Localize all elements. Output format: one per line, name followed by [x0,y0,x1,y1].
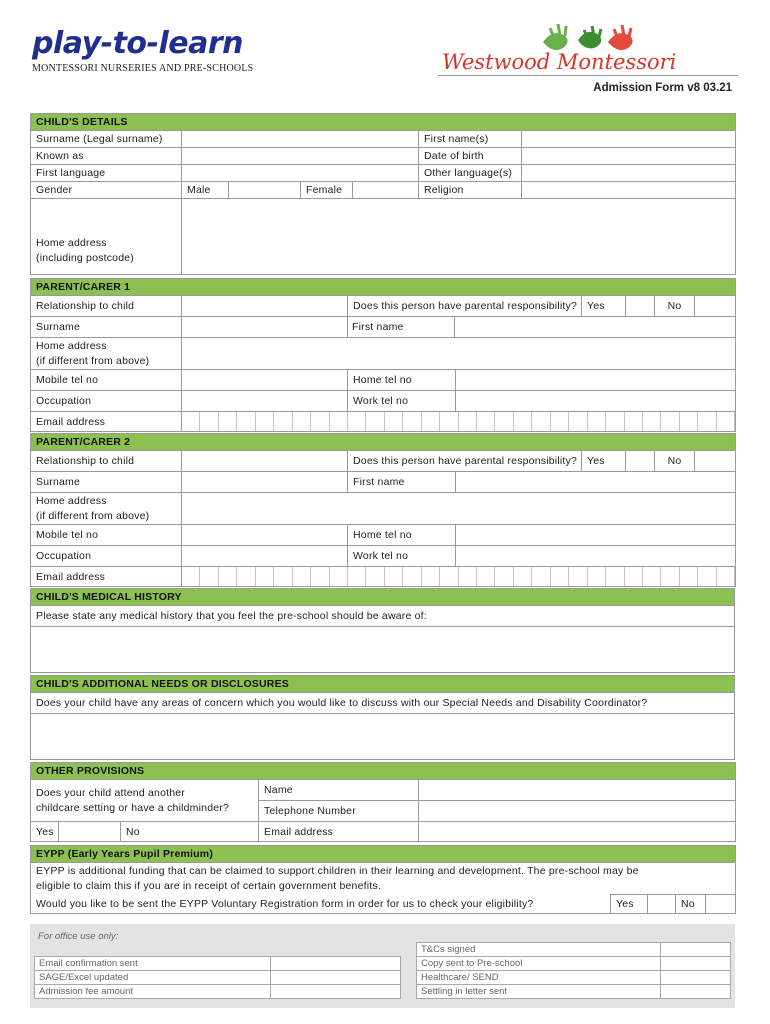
female-checkbox[interactable] [353,182,419,199]
email-char-cell[interactable] [256,567,274,586]
email-char-cell[interactable] [588,567,606,586]
email-char-cell[interactable] [219,567,237,586]
email-char-cell[interactable] [551,412,569,431]
email-char-cell[interactable] [606,567,624,586]
occupation-field[interactable] [182,391,348,412]
yes-checkbox[interactable] [648,895,676,914]
email-char-cell[interactable] [182,412,200,431]
email-char-cell[interactable] [385,567,403,586]
email-char-cell[interactable] [569,567,587,586]
yes-checkbox[interactable] [626,296,655,317]
no-checkbox[interactable] [695,296,736,317]
email-char-cell[interactable] [532,412,550,431]
eypp-text-line2: eligible to claim this if you are in receipt of certain government benefits. [36,879,381,892]
email-char-cell[interactable] [385,412,403,431]
office-right-table [416,942,731,999]
home-tel-wrap [348,370,736,391]
office-item-field[interactable] [661,943,731,957]
email-char-cell[interactable] [643,412,661,431]
email-char-cell[interactable] [330,567,348,586]
email-char-cell[interactable] [293,567,311,586]
other-question-line2: childcare setting or have a childminder? [36,801,230,814]
email-char-cell[interactable] [274,567,292,586]
email-label: Email address [31,412,182,432]
email-char-cell[interactable] [219,412,237,431]
home-address-line1: Home address [36,494,107,507]
no-label: No [655,296,695,317]
yes-label: Yes [582,451,626,472]
surname-field[interactable] [182,472,348,493]
no-label: No [121,822,151,842]
email-char-cell[interactable] [625,567,643,586]
home-address-label [31,338,182,370]
office-item-label: Healthcare/ SEND [417,971,661,985]
home-address-field[interactable] [182,493,736,525]
email-char-cell[interactable] [366,567,384,586]
email-char-cell[interactable] [403,567,421,586]
other-provisions-table [30,762,736,842]
email-char-cell[interactable] [440,567,458,586]
telephone-label: Telephone Number [259,801,419,822]
medical-prompt: Please state any medical history that you feel the pre-school should be aware of: [31,606,735,627]
first-name-wrap [348,472,736,493]
first-language-label: First language [31,165,182,182]
first-names-field[interactable] [522,131,736,148]
no-checkbox[interactable] [695,451,736,472]
other-setting-question [31,780,259,822]
gender-label: Gender [31,182,182,199]
first-name-label: First name [348,472,456,492]
email-char-cell[interactable] [200,412,218,431]
home-tel-field[interactable] [456,370,735,390]
school-logo [438,20,738,82]
section-title: CHILD'S DETAILS [31,114,736,131]
section-title: PARENT/CARER 2 [31,434,736,451]
home-address-label [31,199,182,275]
first-names-label: First name(s) [419,131,522,148]
brand-subtitle: MONTESSORI NURSERIES AND PRE-SCHOOLS [32,63,254,74]
office-use-panel [30,924,735,1008]
email-char-cell[interactable] [237,567,255,586]
office-item-field[interactable] [271,957,401,971]
no-checkbox[interactable] [706,895,736,914]
office-item-label: Settling in letter sent [417,985,661,999]
home-address-field[interactable] [182,338,736,370]
no-checkbox[interactable] [151,822,259,842]
home-address-label [31,493,182,525]
surname-label: Surname [31,317,182,338]
office-item-label: Copy sent to Pre-school [417,957,661,971]
work-tel-label: Work tel no [348,391,456,411]
email-char-cell[interactable] [680,412,698,431]
email-field[interactable] [182,412,736,432]
parent-carer-1-table [30,278,736,432]
name-label: Name [259,780,419,801]
first-name-label: First name [348,317,456,337]
other-languages-field[interactable] [522,165,736,182]
email-char-cell[interactable] [348,412,366,431]
email-char-cell[interactable] [422,412,440,431]
home-address-line1: Home address [36,339,107,352]
email-char-cell[interactable] [200,567,218,586]
first-name-wrap [348,317,736,338]
childs-details-table [30,113,736,275]
email-char-cell[interactable] [459,567,477,586]
email-char-cell[interactable] [403,412,421,431]
first-language-field[interactable] [182,165,419,182]
religion-label: Religion [419,182,522,199]
provider-email-field[interactable] [419,822,736,842]
work-tel-label: Work tel no [348,546,456,566]
section-title: CHILD'S MEDICAL HISTORY [31,589,735,606]
email-char-cell[interactable] [661,567,679,586]
email-char-cell[interactable] [606,412,624,431]
work-tel-field[interactable] [456,546,735,566]
yes-label: Yes [31,822,59,842]
office-item-label: SAGE/Excel updated [35,971,271,985]
name-field[interactable] [419,780,736,801]
logo-underline [438,75,738,76]
mobile-label: Mobile tel no [31,525,182,546]
email-field[interactable] [182,567,736,587]
form-version: Admission Form v8 03.21 [593,82,732,94]
email-cell-row [182,412,735,431]
office-item-label: Admission fee amount [35,985,271,999]
parental-responsibility-question: Does this person have parental responsibility? [348,296,582,317]
home-tel-wrap [348,525,736,546]
office-item-field[interactable] [271,985,401,999]
brand-logo [32,26,253,74]
relationship-label: Relationship to child [31,296,182,317]
first-name-field[interactable] [456,317,735,337]
school-name: Westwood Montessori [442,50,677,74]
needs-prompt: Does your child have any areas of concern which you would like to discuss with our Special Needs and Disability Coordinator? [31,693,735,714]
office-left-table [34,956,401,999]
additional-needs-table [30,675,735,760]
yes-checkbox[interactable] [626,451,655,472]
email-char-cell[interactable] [330,412,348,431]
email-char-cell[interactable] [256,412,274,431]
no-label: No [676,895,706,914]
known-as-label: Known as [31,148,182,165]
mobile-label: Mobile tel no [31,370,182,391]
surname-field[interactable] [182,317,348,338]
email-char-cell[interactable] [514,412,532,431]
other-languages-label: Other language(s) [419,165,522,182]
email-char-cell[interactable] [311,412,329,431]
office-item-label: Email confirmation sent [35,957,271,971]
email-char-cell[interactable] [698,567,716,586]
section-title: OTHER PROVISIONS [31,763,736,780]
work-tel-field[interactable] [456,391,735,411]
office-item-field[interactable] [661,971,731,985]
other-question-line1: Does your child attend another [36,786,186,799]
yes-checkbox[interactable] [59,822,121,842]
email-char-cell[interactable] [348,567,366,586]
email-char-cell[interactable] [495,567,513,586]
email-char-cell[interactable] [495,412,513,431]
provider-email-label: Email address [259,822,419,842]
email-char-cell[interactable] [698,412,716,431]
parent-carer-2-table [30,433,736,587]
female-label: Female [301,182,353,199]
email-char-cell[interactable] [311,567,329,586]
male-checkbox[interactable] [229,182,301,199]
office-item-label: T&Cs signed [417,943,661,957]
email-char-cell[interactable] [514,567,532,586]
no-label: No [655,451,695,472]
email-char-cell[interactable] [459,412,477,431]
email-char-cell[interactable] [661,412,679,431]
email-char-cell[interactable] [274,412,292,431]
religion-field[interactable] [522,182,736,199]
dob-field[interactable] [522,148,736,165]
medical-history-table [30,588,735,673]
relationship-label: Relationship to child [31,451,182,472]
surname-field[interactable] [182,131,419,148]
brand-name: play-to-learn [32,26,244,61]
occupation-label: Occupation [31,546,182,567]
first-name-field[interactable] [456,472,735,492]
relationship-field[interactable] [182,451,348,472]
occupation-field[interactable] [182,546,348,567]
section-title: CHILD'S ADDITIONAL NEEDS OR DISCLOSURES [31,676,735,693]
mobile-field[interactable] [182,370,348,391]
mobile-field[interactable] [182,525,348,546]
email-char-cell[interactable] [182,567,200,586]
home-address-line2: (if different from above) [36,509,150,522]
email-char-cell[interactable] [477,567,495,586]
home-tel-field[interactable] [456,525,735,545]
parental-responsibility-question: Does this person have parental responsibility? [348,451,582,472]
email-cell-row [182,567,735,586]
email-char-cell[interactable] [551,567,569,586]
yes-label: Yes [582,296,626,317]
email-char-cell[interactable] [532,567,550,586]
additional-needs-field[interactable] [31,714,735,760]
dob-label: Date of birth [419,148,522,165]
home-tel-label: Home tel no [348,525,456,545]
email-char-cell[interactable] [643,567,661,586]
email-char-cell[interactable] [422,567,440,586]
eypp-text-line1: EYPP is additional funding that can be claimed to support children in their learning and development. The pre-school may be [36,864,639,877]
telephone-field[interactable] [419,801,736,822]
email-char-cell[interactable] [366,412,384,431]
email-char-cell[interactable] [293,412,311,431]
home-address-label-line2: (including postcode) [36,251,134,264]
email-label: Email address [31,567,182,587]
home-address-field[interactable] [182,199,736,275]
email-char-cell[interactable] [625,412,643,431]
home-tel-label: Home tel no [348,370,456,390]
eypp-description [31,863,736,895]
surname-label: Surname (Legal surname) [31,131,182,148]
office-item-field[interactable] [661,957,731,971]
email-char-cell[interactable] [717,412,735,431]
work-tel-wrap [348,546,736,567]
email-char-cell[interactable] [477,412,495,431]
email-char-cell[interactable] [588,412,606,431]
email-char-cell[interactable] [569,412,587,431]
section-title: EYPP (Early Years Pupil Premium) [31,846,736,863]
occupation-label: Occupation [31,391,182,412]
surname-label: Surname [31,472,182,493]
email-char-cell[interactable] [717,567,735,586]
office-item-field[interactable] [271,971,401,985]
home-address-line2: (if different from above) [36,354,150,367]
male-label: Male [182,182,229,199]
email-char-cell[interactable] [440,412,458,431]
email-char-cell[interactable] [680,567,698,586]
medical-history-field[interactable] [31,627,735,673]
office-title: For office use only: [38,931,119,942]
work-tel-wrap [348,391,736,412]
eypp-table [30,845,736,914]
email-char-cell[interactable] [237,412,255,431]
yes-label: Yes [611,895,648,914]
office-item-field[interactable] [661,985,731,999]
home-address-label-line1: Home address [36,236,107,249]
known-as-field[interactable] [182,148,419,165]
section-title: PARENT/CARER 1 [31,279,736,296]
relationship-field[interactable] [182,296,348,317]
eypp-question: Would you like to be sent the EYPP Voluntary Registration form in order for us to check your eligibility? [31,895,611,914]
